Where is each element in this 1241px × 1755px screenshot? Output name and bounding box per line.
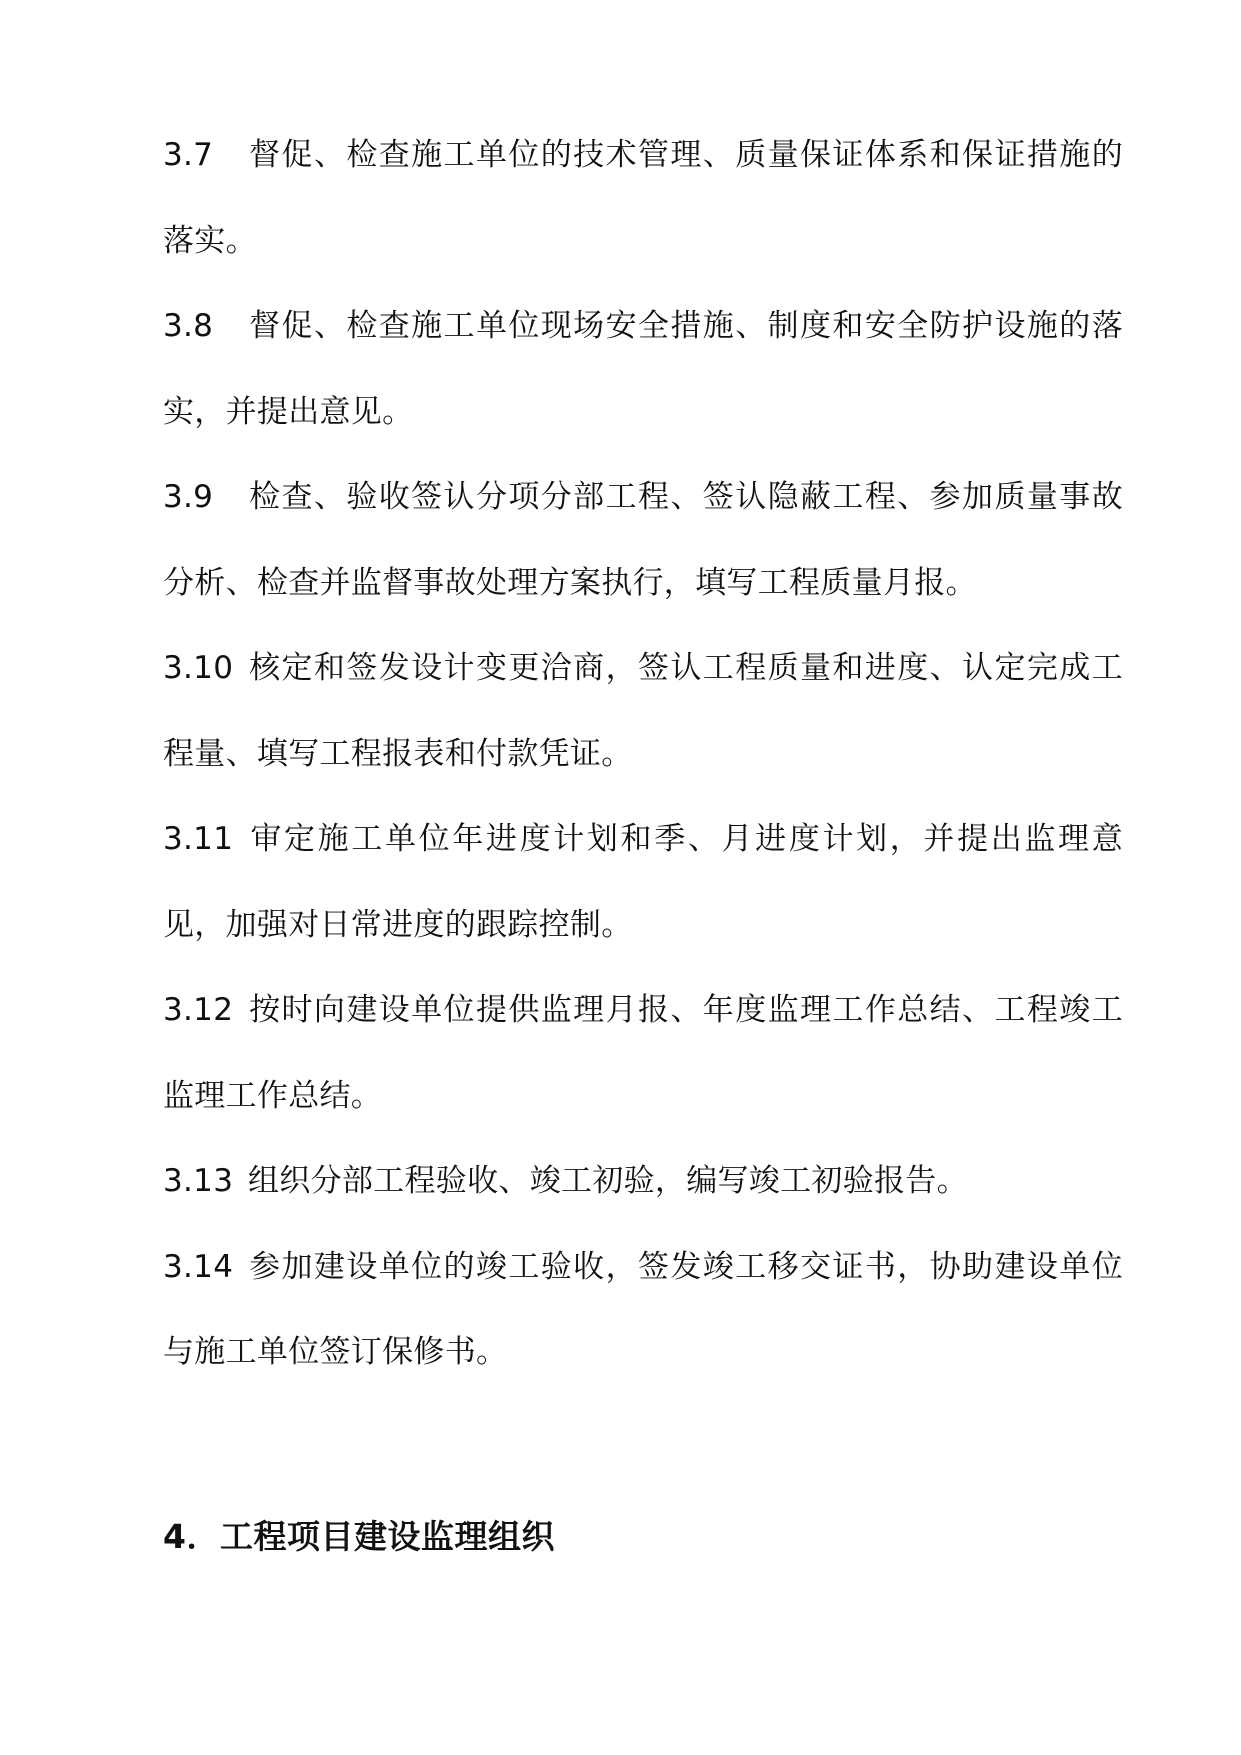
list-item-3-11	[163, 797, 1123, 968]
item-text: 督促、检查施工单位现场安全措施、制度和安全防护设施的落实，并提出意见。	[163, 308, 1123, 430]
item-text: 核定和签发设计变更洽商，签认工程质量和进度、认定完成工程量、填写工程报表和付款凭证。	[163, 650, 1123, 772]
item-text: 参加建设单位的竣工验收，签发竣工移交证书，协助建设单位与施工单位签订保修书。	[163, 1248, 1123, 1370]
list-item-3-7	[163, 113, 1123, 284]
list-item-3-14	[163, 1225, 1123, 1396]
item-number: 3.13	[163, 1163, 234, 1199]
item-text: 督促、检查施工单位的技术管理、质量保证体系和保证措施的落实。	[163, 137, 1123, 259]
document-body	[163, 113, 1123, 1579]
section-heading: 4．工程项目建设监理组织	[163, 1516, 555, 1556]
item-text: 审定施工单位年进度计划和季、月进度计划，并提出监理意见，加强对日常进度的跟踪控制。	[163, 821, 1123, 943]
item-number: 3.10	[163, 650, 234, 686]
list-item-3-8	[163, 284, 1123, 455]
list-item-3-12	[163, 968, 1123, 1139]
item-text: 检查、验收签认分项分部工程、签认隐蔽工程、参加质量事故分析、检查并监督事故处理方案执行，填写工程质量月报。	[163, 479, 1123, 601]
item-number: 3.11	[163, 821, 234, 857]
list-item-3-9	[163, 455, 1123, 626]
item-text: 按时向建设单位提供监理月报、年度监理工作总结、工程竣工监理工作总结。	[163, 992, 1123, 1114]
item-number: 3.8	[163, 308, 214, 344]
item-number: 3.14	[163, 1248, 234, 1285]
item-number: 3.9	[163, 479, 214, 515]
list-item-3-10	[163, 626, 1123, 797]
item-number: 3.7	[163, 137, 214, 173]
item-number: 3.12	[163, 992, 234, 1028]
list-item-3-13	[163, 1139, 1123, 1225]
item-text: 组织分部工程验收、竣工初验，编写竣工初验报告。	[248, 1163, 968, 1199]
